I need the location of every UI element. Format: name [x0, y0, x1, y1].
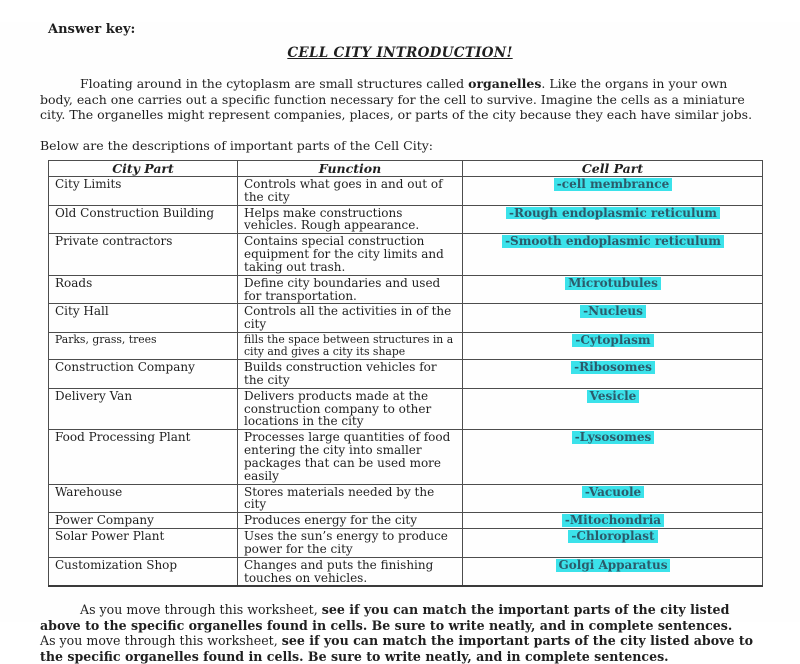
city-part-cell: Construction Company	[49, 360, 238, 389]
closing-paragraph-1	[40, 602, 762, 633]
function-cell: Controls all the activities in of the city	[238, 304, 463, 333]
highlighted-answer: -Vacuole	[582, 486, 644, 499]
closing-2-bold: see if you can match the important parts of the city listed above to the specific organelles found in cells. Be sure to write neatly, and in complete sentences.	[40, 633, 754, 664]
page-title: CELL CITY INTRODUCTION!	[287, 45, 513, 61]
cell-part-cell	[463, 205, 763, 234]
highlighted-answer: -Lysosomes	[572, 431, 655, 444]
table-row	[49, 557, 763, 586]
function-cell: fills the space between structures in a city and gives a city its shape	[238, 332, 463, 359]
table-row	[49, 332, 763, 359]
highlighted-answer: -Smooth endoplasmic reticulum	[502, 235, 724, 248]
cell-part-cell	[463, 484, 763, 513]
col-header-function: Function	[238, 160, 463, 176]
city-part-cell: Customization Shop	[49, 557, 238, 586]
function-cell: Produces energy for the city	[238, 513, 463, 529]
city-part-cell: Parks, grass, trees	[49, 332, 238, 359]
city-part-cell: Power Company	[49, 513, 238, 529]
table-caption: Below are the descriptions of important parts of the Cell City:	[40, 137, 433, 153]
table-row	[49, 484, 763, 513]
highlighted-answer: -Chloroplast	[568, 530, 657, 543]
table-row	[49, 513, 763, 529]
closing-1-pre: As you move through this worksheet,	[80, 602, 322, 618]
table-row	[49, 529, 763, 558]
table-row	[49, 430, 763, 484]
cell-part-cell	[463, 557, 763, 586]
city-part-cell: Roads	[49, 275, 238, 304]
highlighted-answer: -Mitochondria	[562, 514, 664, 527]
closing-1-bold: see if you can match the important parts of the city listed above to the specific organelles found in cells. Be sure to write neatly, and in complete sentences.	[40, 602, 733, 633]
cell-part-cell	[463, 176, 763, 205]
cell-part-cell	[463, 234, 763, 275]
highlighted-answer: Golgi Apparatus	[556, 559, 671, 572]
city-part-cell: Solar Power Plant	[49, 529, 238, 558]
highlighted-answer: Microtubules	[565, 277, 661, 290]
cell-city-table	[48, 160, 763, 588]
title-row	[0, 42, 800, 61]
table-row	[49, 388, 763, 429]
closing-paragraph-2	[40, 633, 762, 664]
function-cell: Stores materials needed by the city	[238, 484, 463, 513]
intro-paragraph	[40, 76, 758, 123]
highlighted-answer: -Ribosomes	[571, 361, 655, 374]
closing-2-pre: As you move through this worksheet,	[40, 633, 282, 649]
function-cell: Processes large quantities of food entering the city into smaller packages that can be used more easily	[238, 430, 463, 484]
col-header-city-part: City Part	[49, 160, 238, 176]
table-row	[49, 360, 763, 389]
highlighted-answer: -Rough endoplasmic reticulum	[506, 207, 720, 220]
intro-text-pre: Floating around in the cytoplasm are small structures called	[80, 76, 469, 91]
cell-part-cell	[463, 360, 763, 389]
table-row	[49, 234, 763, 275]
city-part-cell: Old Construction Building	[49, 205, 238, 234]
highlighted-answer: Vesicle	[587, 390, 640, 403]
worksheet-page	[0, 22, 800, 664]
highlighted-answer: -cell membrance	[554, 178, 672, 191]
table-row	[49, 304, 763, 333]
cell-part-cell	[463, 304, 763, 333]
col-header-cell-part: Cell Part	[463, 160, 763, 176]
function-cell: Helps make constructions vehicles. Rough appearance.	[238, 205, 463, 234]
intro-text-bold: organelles	[468, 76, 542, 91]
function-cell: Contains special construction equipment for the city limits and taking out trash.	[238, 234, 463, 275]
function-cell: Controls what goes in and out of the city	[238, 176, 463, 205]
city-part-cell: Food Processing Plant	[49, 430, 238, 484]
function-cell: Changes and puts the finishing touches on vehicles.	[238, 557, 463, 586]
city-part-cell: City Limits	[49, 176, 238, 205]
highlighted-answer: -Cytoplasm	[572, 334, 653, 347]
cell-part-cell	[463, 513, 763, 529]
intro-text-post: . Like the organs in your own body, each one carries out a specific function necessary for the cell to survive. Imagine the cells as a miniature city. The organelles might represent companies, places, or parts of the city because they each have similar jobs.	[40, 76, 753, 122]
highlighted-answer: -Nucleus	[580, 305, 646, 318]
city-part-cell: Warehouse	[49, 484, 238, 513]
function-cell: Uses the sun’s energy to produce power for the city	[238, 529, 463, 558]
cell-part-cell	[463, 332, 763, 359]
function-cell: Define city boundaries and used for transportation.	[238, 275, 463, 304]
cell-part-cell	[463, 430, 763, 484]
function-cell: Builds construction vehicles for the city	[238, 360, 463, 389]
function-cell: Delivers products made at the construction company to other locations in the city	[238, 388, 463, 429]
cell-part-cell	[463, 388, 763, 429]
city-part-cell: Delivery Van	[49, 388, 238, 429]
city-part-cell: Private contractors	[49, 234, 238, 275]
table-header-row	[49, 160, 763, 176]
cell-part-cell	[463, 529, 763, 558]
table-row	[49, 205, 763, 234]
table-row	[49, 176, 763, 205]
answer-key-label: Answer key:	[48, 22, 136, 37]
table-row	[49, 275, 763, 304]
cell-part-cell	[463, 275, 763, 304]
city-part-cell: City Hall	[49, 304, 238, 333]
